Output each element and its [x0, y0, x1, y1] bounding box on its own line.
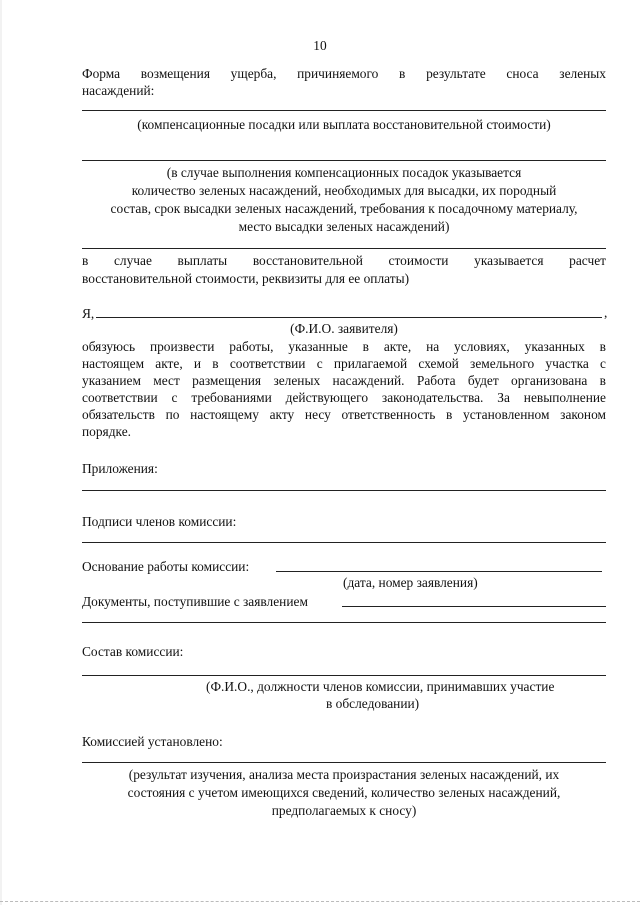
established-caption-line2: состояния с учетом имеющихся сведений, количество зеленых насаждений, — [127, 785, 561, 800]
scan-left-edge — [0, 0, 2, 905]
payment-note-line2: восстановительной стоимости, реквизиты для ее оплаты) — [82, 271, 410, 286]
basis-label: Основание работы комиссии: — [82, 559, 250, 574]
applicant-name-line[interactable] — [96, 317, 602, 318]
compensation-note-line3: состав, срок высадки зеленых насаждений, требования к посадочному материалу, — [110, 201, 578, 216]
composition-caption-line2: в обследовании) — [326, 696, 420, 711]
declaration-line: обязуюсь произвести работы, указанные в акте, на условиях, указанных в — [82, 339, 606, 354]
page-number: 10 — [313, 38, 327, 53]
compensation-note-line4: место высадки зеленых насаждений) — [238, 219, 450, 234]
damage-form-line1: Форма возмещения ущерба, причиняемого в результате сноса зеленых — [82, 66, 606, 81]
basis-line[interactable] — [276, 571, 602, 572]
composition-line[interactable] — [82, 675, 606, 676]
declaration-line: соответствии с требованиями действующего законодательства. За невыполнение — [82, 390, 606, 405]
compensation-note-line1: (в случае выполнения компенсационных посадок указывается — [166, 165, 522, 180]
damage-form-line2: насаждений: — [82, 83, 155, 98]
attachments-label: Приложения: — [82, 461, 158, 476]
damage-form-blank-line[interactable] — [82, 110, 606, 111]
compensation-blank-line[interactable] — [82, 160, 606, 161]
damage-form-caption: (компенсационные посадки или выплата восстановительной стоимости) — [137, 117, 551, 132]
composition-caption-line1: (Ф.И.О., должности членов комиссии, принимавших участие — [206, 679, 555, 694]
declaration-line: порядке. — [82, 424, 131, 439]
scan-bottom-edge — [0, 901, 640, 902]
declaration-line: указанием мест размещения зеленых насаждений. Работа будет организована в — [82, 373, 606, 388]
payment-blank-line[interactable] — [82, 248, 606, 249]
declaration-paragraph — [82, 338, 606, 440]
signatures-line[interactable] — [82, 542, 606, 543]
established-label: Комиссией установлено: — [82, 734, 223, 749]
established-line[interactable] — [82, 762, 606, 763]
declaration-prefix: Я, — [82, 306, 95, 321]
documents-line[interactable] — [342, 606, 606, 607]
declaration-suffix: , — [604, 305, 608, 320]
documents-line-2[interactable] — [82, 622, 606, 623]
attachments-line[interactable] — [82, 490, 606, 491]
applicant-caption: (Ф.И.О. заявителя) — [290, 321, 398, 336]
signatures-label: Подписи членов комиссии: — [82, 514, 237, 529]
basis-caption: (дата, номер заявления) — [343, 575, 478, 590]
established-caption-line3: предполагаемых к сносу) — [271, 803, 417, 818]
composition-label: Состав комиссии: — [82, 644, 184, 659]
declaration-line: обязательств по настоящему акту несу ответственность в установленном законом — [82, 407, 606, 422]
established-caption-line1: (результат изучения, анализа места произрастания зеленых насаждений, их — [128, 767, 560, 782]
declaration-line: настоящем акте, и в соответствии с прилагаемой схемой земельного участка с — [82, 356, 606, 371]
payment-note-line1: в случае выплаты восстановительной стоимости указывается расчет — [82, 253, 606, 268]
documents-label: Документы, поступившие с заявлением — [82, 594, 308, 609]
compensation-note-line2: количество зеленых насаждений, необходимых для высадки, их породный — [131, 183, 557, 198]
